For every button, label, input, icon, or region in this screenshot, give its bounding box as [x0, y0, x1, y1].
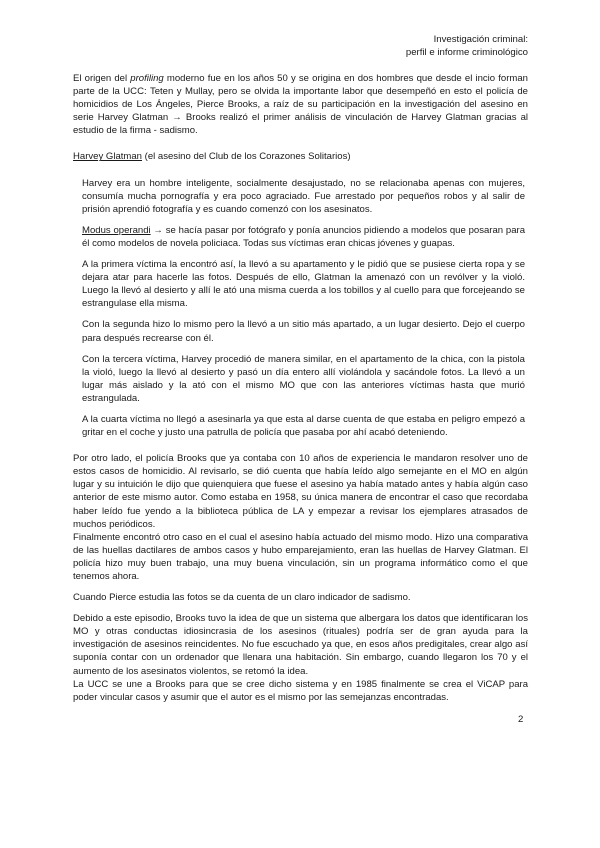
section-heading-name: Harvey Glatman — [73, 151, 142, 163]
intro-text-2: moderno fue en los años 50 y se origina en dos hombres que desde el incio forman parte de la UCC: Teten y Mullay, pero se olvida la importante labor que desempeñó en esto el policía de homicidios de Los Ángeles, Pierce Brooks, a raíz de su participación en la investigación del asesino en serie Harvey Glatman → Brooks realizó el primer análisis de vinculación de Harvey Glatman gracias al estudio de la firma - sadismo. — [73, 73, 528, 137]
intro-text-1: El origen del — [73, 73, 131, 84]
header-line-2: perfil e informe criminológico — [405, 47, 528, 58]
vicap-paragraph: La UCC se une a Brooks para que se cree dicho sistema y en 1985 finalmente se crea el ViCAP para poder vincular casos y asumir que el autor es el mismo por las semejanzas encontradas. — [73, 678, 528, 703]
fourth-victim-paragraph: A la cuarta víctima no llegó a asesinarla ya que esta al darse cuenta de que estaba en peligro empezó a gritar en el coche y justo una patrulla de policía que pasaba por ahí acabó deteniendo. — [82, 413, 525, 439]
modus-operandi-text: → se hacía pasar por fotógrafo y ponía anuncios pidiendo a modelos que posaran para él como modelos de novela policiaca. Todas sus víctimas eran chicas jóvenes y guapas. — [82, 224, 525, 249]
profiling-term: profiling — [130, 73, 164, 84]
glatman-profile-paragraph: Harvey era un hombre inteligente, socialmente desajustado, no se relacionaba apenas con mujeres, consumía mucha pornografía y era poco agraciado. Fue arrestado por pequeños robos y al salir de prisión aprendió fotografía y es cuando comenzó con los asesinatos. — [82, 177, 525, 215]
section-heading — [73, 150, 528, 163]
third-victim-paragraph: Con la tercera víctima, Harvey procedió de manera similar, en el apartamento de la chica, con la pistola la violó, luego la llevó al desierto y pasó un día entero allí violándola y sacándole fotos. La llevó a un lugar más aislado y la ató con el mismo MO que con las anteriores víctimas hasta que murió estrangulada. — [82, 353, 525, 404]
first-victim-paragraph: A la primera víctima la encontró así, la llevó a su apartamento y le pidió que se pusiese cierta ropa y se dejara atar para hacerle las fotos. Después de ello, Glatman la amenazó con un revólver y la violó. Luego la llevó al desierto y allí le ató una misma cuerda a los tobillos y al cuello para que forcejeando se estrangulase ella misma. — [82, 259, 525, 310]
modus-operandi-label: Modus operandi — [82, 224, 151, 236]
section-heading-rest: (el asesino del Club de los Corazones Solitarios) — [141, 151, 351, 163]
running-header — [268, 33, 528, 59]
intro-paragraph — [73, 72, 528, 137]
second-victim-paragraph: Con la segunda hizo lo mismo pero la llevó a un sitio más apartado, a un lugar desierto. Dejo el cuerpo para después recrearse con él. — [82, 319, 525, 344]
sadism-indicator-paragraph: Cuando Pierce estudia las fotos se da cuenta de un claro indicador de sadismo. — [73, 592, 411, 604]
modus-operandi-paragraph — [73, 224, 528, 250]
fingerprint-match-paragraph: Finalmente encontró otro caso en el cual el asesino había actuado del mismo modo. Hizo una comparativa de las huellas dactilares de ambos casos y hubo emparejamiento, eran las huellas de Harvey Glatman. El policía hizo muy buen trabajo, una muy buena vinculación, sin un programa informático como el que tenemos ahora. — [73, 531, 528, 582]
brooks-investigation-paragraph: Por otro lado, el policía Brooks que ya contaba con 10 años de experiencia le mandaron resolver uno de estos casos de homicidio. Al revisarlo, se dió cuenta que había leído algo semejante en el MO en algún lugar y su intuición le dijo que quienquiera que fuese el asesino ya había matado antes y había algún caso anterior de este mismo autor. Como estaba en 1958, su única manera de encontrar el caso que recordaba haber leído fue yendo a la biblioteca pública de LA y empezar a revisar los ejemplares atrasados de muchos periódicos. — [73, 453, 528, 530]
page-number: 2 — [518, 714, 524, 725]
main-content — [73, 72, 528, 704]
system-idea-paragraph: Debido a este episodio, Brooks tuvo la idea de que un sistema que albergara los datos que identificaran los MO y otras conductas idiosincrasia de los asesinos (rituales) podría ser de gran ayuda para la investigación de asesinos reincidentes. No fue escuchado ya que, en esos años predigitales, crear algo así suponía contar con un ordenador que llenara una habitación. Sin embargo, cuando llegaron los 70 y el aumento de los asesinatos violentos, se retomó la idea. — [73, 613, 528, 677]
header-line-1: Investigación criminal: — [433, 34, 528, 45]
